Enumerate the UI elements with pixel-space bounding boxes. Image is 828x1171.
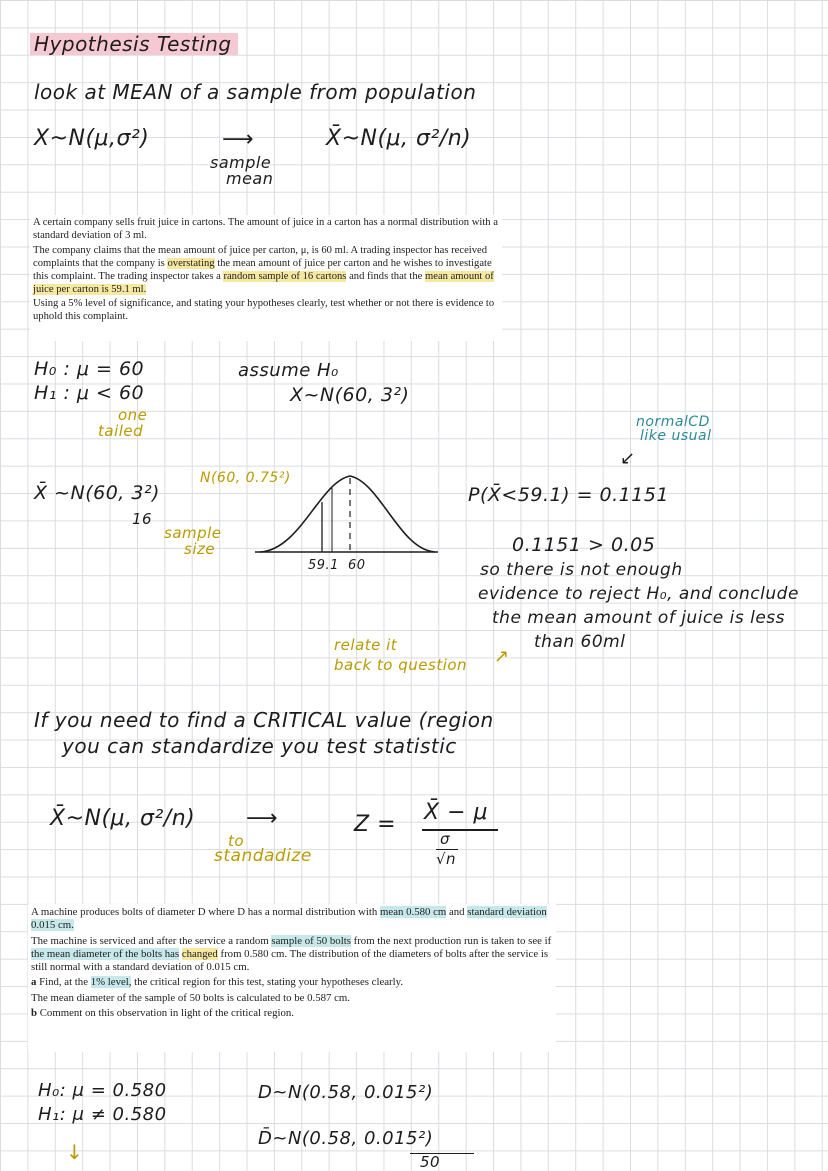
- problem-2-mean: The mean diameter of the sample of 50 bolts is calculated to be 0.587 cm.: [31, 991, 351, 1004]
- to-standardize-2: standadize: [214, 846, 312, 866]
- population-distribution: X~N(μ,σ²): [34, 126, 150, 151]
- z-denominator-bottom: √n: [436, 850, 457, 868]
- z-formula-lhs: Z =: [354, 812, 396, 837]
- problem-2-part-b: b Comment on this observation in light of the critical region.: [31, 1007, 294, 1020]
- probability-result: P(X̄<59.1) = 0.1151: [468, 484, 670, 506]
- normalcd-note: normalCD: [636, 414, 710, 430]
- xbar-distribution: X̄ ~N(60, 3²): [34, 482, 160, 504]
- dbar-n: 50: [420, 1153, 441, 1171]
- problem-1-para-1: A certain company sells fruit juice in cartons. The amount of juice in a carton has a normal distribution with a standard deviation of 3 ml.: [33, 217, 498, 241]
- axis-label-60: 60: [348, 558, 366, 573]
- axis-label-59: 59.1: [308, 558, 339, 573]
- alt-hypothesis-2: H₁: μ ≠ 0.580: [38, 1104, 167, 1125]
- standardize-distribution: X̄~N(μ, σ²/n): [50, 806, 196, 831]
- one-tailed-note-2: tailed: [98, 422, 144, 440]
- dbar-distribution: D̄~N(0.58, 0.015²): [258, 1128, 434, 1149]
- assumed-distribution: X~N(60, 3²): [290, 384, 410, 406]
- problem-2-para-1: A machine produces bolts of diameter D where D has a normal distribution with mean 0.580 cm and standard deviation 0.015 cm.: [31, 906, 547, 932]
- curve-label: N(60, 0.75²): [200, 470, 291, 486]
- problem-1-box: [30, 215, 502, 341]
- problem-2-box: [28, 904, 556, 1052]
- intro-line: look at MEAN of a sample from population: [34, 80, 477, 104]
- sample-size-note: sample: [164, 524, 222, 542]
- problem-2-part-a: a Find, at the 1% level, the critical region for this test, stating your hypotheses clearly.: [31, 976, 404, 989]
- problem-1-para-3: Using a 5% level of significance, and stating your hypotheses clearly, test whether or not there is evidence to uphold this complaint.: [33, 298, 495, 323]
- problem-2-para-2: The machine is serviced and after the service a random sample of 50 bolts from the next production run is taken to see if the mean diameter of the bolts has changed from 0.580 cm. The distribution of the diameters of bolts after the service is still normal with a standard deviation of 0.015 cm.: [31, 934, 552, 974]
- arrow-down-icon: ↙: [620, 448, 636, 469]
- null-hypothesis-2: H₀: μ = 0.580: [38, 1080, 167, 1101]
- conclusion-line-2: evidence to reject H₀, and conclude: [478, 584, 799, 604]
- critical-note: If you need to find a CRITICAL value (region: [34, 708, 494, 732]
- assume-h0: assume H₀: [238, 360, 339, 381]
- conclusion-line-3: the mean amount of juice is less: [492, 608, 786, 628]
- normal-curve-sketch: [240, 462, 440, 562]
- relate-note-2: back to question: [334, 656, 468, 674]
- conclusion-line-1: so there is not enough: [480, 560, 683, 580]
- arrow-curve-icon: ↗: [494, 646, 510, 667]
- comparison: 0.1151 > 0.05: [512, 534, 656, 556]
- problem-1-para-2: The company claims that the mean amount of juice per carton, μ, is 60 ml. A trading inspector has received complaints that the company is overstating the mean amount of juice per carton and he wishes to investigate this complaint. The trading inspector takes a random sample of 16 cartons and finds that the mean amount of juice per carton is 59.1 ml.: [33, 244, 494, 295]
- conclusion-line-4: than 60ml: [534, 632, 626, 652]
- null-hypothesis: H₀ : μ = 60: [34, 358, 145, 380]
- arrow-down-icon-2: ↓: [66, 1140, 84, 1164]
- z-denominator-top: σ: [440, 830, 451, 848]
- normalcd-note-2: like usual: [640, 428, 712, 444]
- sample-size-note-2: size: [184, 540, 216, 558]
- arrow-right-icon: ⟶: [222, 127, 255, 152]
- critical-note-2: you can standardize you test statistic: [62, 734, 457, 758]
- z-numerator: X̄ − μ: [424, 800, 488, 825]
- sample-mean-label-2: mean: [226, 169, 274, 188]
- one-tailed-note: one: [118, 406, 148, 424]
- d-distribution: D~N(0.58, 0.015²): [258, 1082, 434, 1103]
- xbar-n: 16: [132, 510, 153, 528]
- relate-note: relate it: [334, 636, 398, 654]
- alt-hypothesis: H₁ : μ < 60: [34, 382, 145, 404]
- page-title: Hypothesis Testing: [34, 32, 232, 56]
- arrow-right-icon-2: ⟶: [246, 806, 279, 831]
- sample-mean-label: sample: [210, 153, 272, 172]
- z-fraction-bar: [422, 829, 498, 831]
- to-standardize: to: [228, 832, 245, 850]
- sample-mean-distribution: X̄~N(μ, σ²/n): [326, 126, 472, 151]
